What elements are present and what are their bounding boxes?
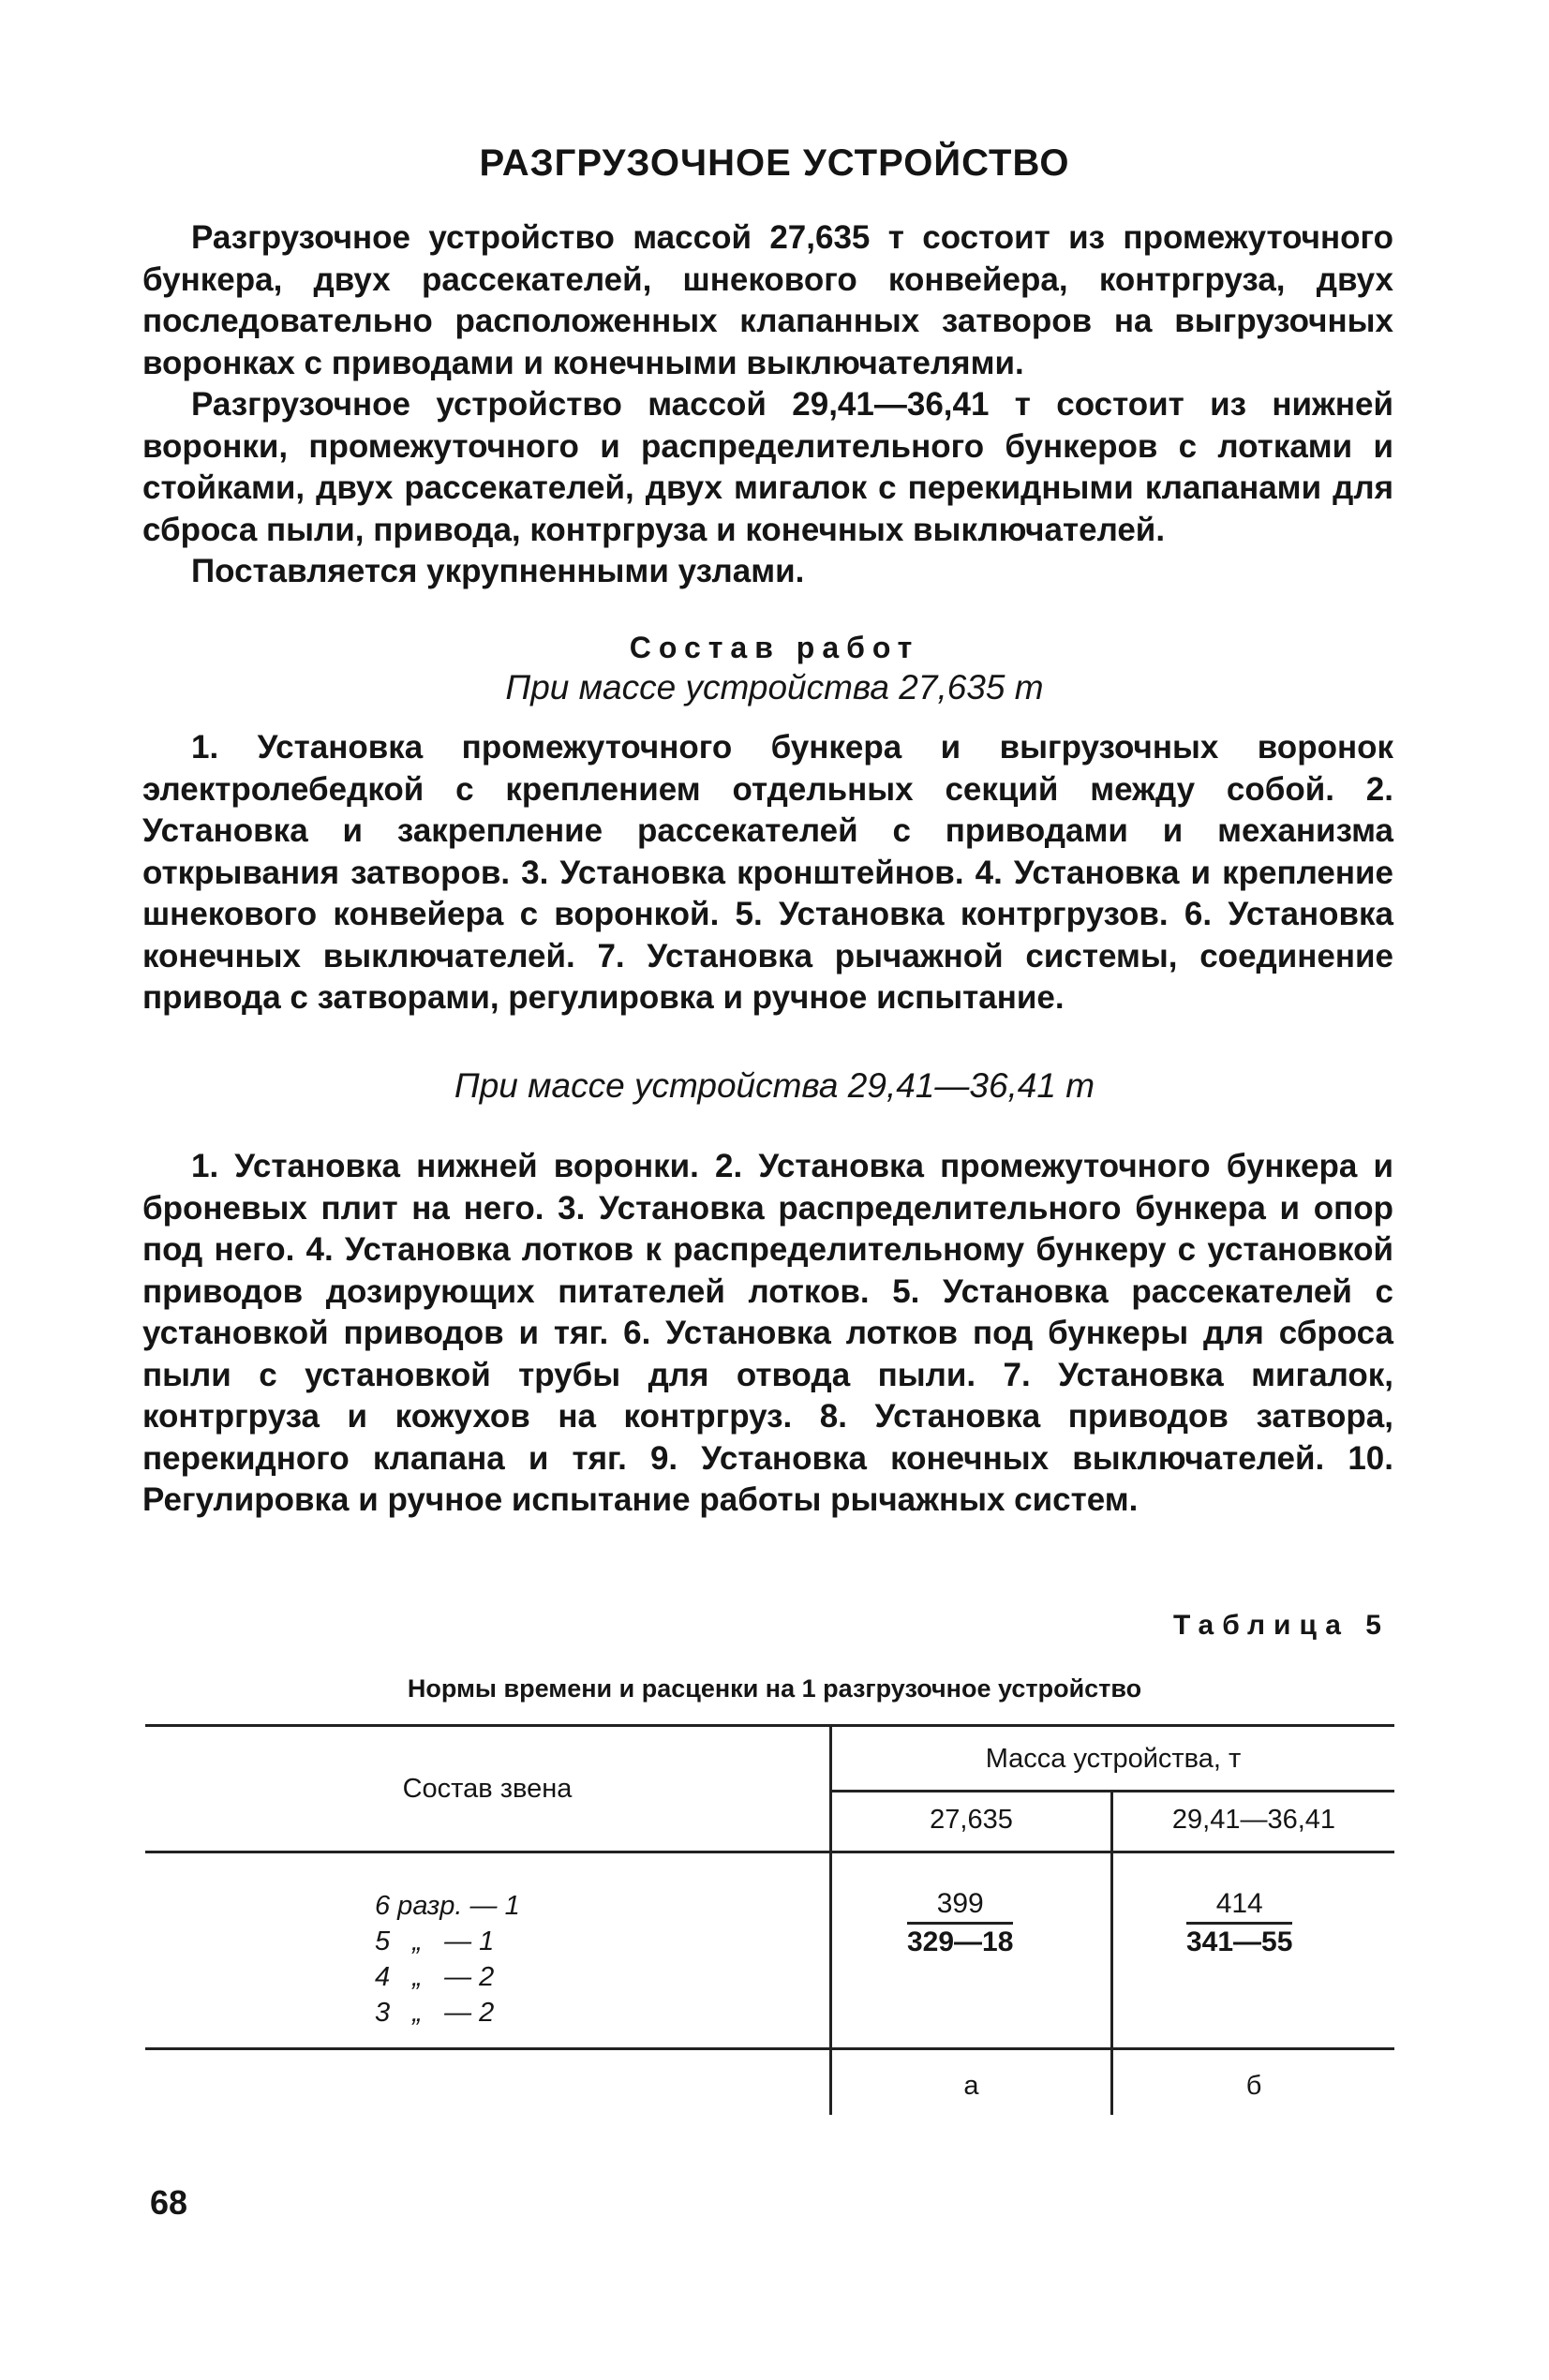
column-letter-a: а [963, 2071, 979, 2101]
header-crew: Состав звена [402, 1774, 573, 1804]
subheading-mass-2: При массе устройства 29,41—36,41 т [454, 1066, 1095, 1105]
header-mass: Масса устройства, т [985, 1744, 1242, 1774]
table-vrule-2 [1110, 1792, 1113, 2115]
page-number: 68 [150, 2183, 188, 2222]
page-title: РАЗГРУЗОЧНОЕ УСТРОЙСТВО [479, 142, 1070, 184]
norm-price-2 [1186, 1888, 1292, 1958]
crew-row: 4 „ — 2 [375, 1962, 495, 1992]
subheading-mass-1: При массе устройства 27,635 т [505, 668, 1044, 707]
paragraph-2: Разгрузочное устройство массой 29,41—36,41 т состоит из нижней воронки, промежуточного и распределительного бункеров с лотками и стойками, двух рассекателей, двух мигалок с перекидными клапанами для сброса пыли, привода, контргруза и конечных выключателей. [142, 386, 1393, 548]
paragraph-1: Разгрузочное устройство массой 27,635 т состоит из промежуточного бункера, двух рассекателей, шнекового конвейера, контргруза, двух последовательно расположенных клапанных затворов на выгрузочных воронках с приводами и конечными выключателями. [142, 219, 1393, 381]
crew-row: 6 разр. — 1 [375, 1891, 520, 1921]
table-rule-body-bottom [145, 2047, 1394, 2050]
table-label: Таблица 5 [1172, 1610, 1390, 1641]
crew-row: 5 „ — 1 [375, 1926, 495, 1956]
price-value-2: 341—55 [1186, 1926, 1293, 1957]
price-value-1: 329—18 [907, 1926, 1014, 1957]
table-title: Нормы времени и расценки на 1 разгрузочное устройство [407, 1674, 1142, 1703]
crew-row: 3 „ — 2 [375, 1998, 495, 2028]
norm-value-2: 414 [1186, 1888, 1292, 1925]
work-heading: Состав работ [629, 631, 920, 664]
norm-value-1: 399 [907, 1888, 1013, 1925]
paragraph-3: Поставляется укрупненными узлами. [191, 553, 805, 589]
header-mass-1: 27,635 [930, 1805, 1013, 1835]
column-letter-b: б [1245, 2071, 1262, 2101]
table-vrule-1 [829, 1726, 832, 2115]
crew-composition [375, 1888, 520, 2030]
table-rule-top [145, 1724, 1394, 1727]
norm-price-1 [907, 1888, 1013, 1958]
header-mass-2: 29,41—36,41 [1171, 1805, 1336, 1835]
work-list-1: 1. Установка промежуточного бункера и выгрузочных воронок электролебедкой с креплением отдельных секций между собой. 2. Установка и закрепление рассекателей с приводами и механизма открывания затворов. 3. Установка кронштейнов. 4. Установка и крепление шнекового конвейера с воронкой. 5. Установка контргрузов. 6. Установка конечных выключателей. 7. Установка рычажной системы, соединение привода с затворами, регулировка и ручное испытание. [142, 729, 1393, 1016]
work-list-2: 1. Установка нижней воронки. 2. Установка промежуточного бункера и броневых плит на него. 3. Установка распределительного бункера и опор под него. 4. Установка лотков к распределительному бункеру с установкой приводов дозирующих питателей лотков. 5. Установка рассекателей с установкой приводов и тяг. 6. Установка лотков под бункеры для сброса пыли с установкой трубы для отвода пыли. 7. Установка мигалок, контргруза и кожухов на контргруз. 8. Установка приводов затвора, перекидного клапана и тяг. 9. Установка конечных выключателей. 10. Регулировка и ручное испытание работы рычажных систем. [142, 1148, 1393, 1518]
table-rule-header-bottom [145, 1851, 1394, 1853]
